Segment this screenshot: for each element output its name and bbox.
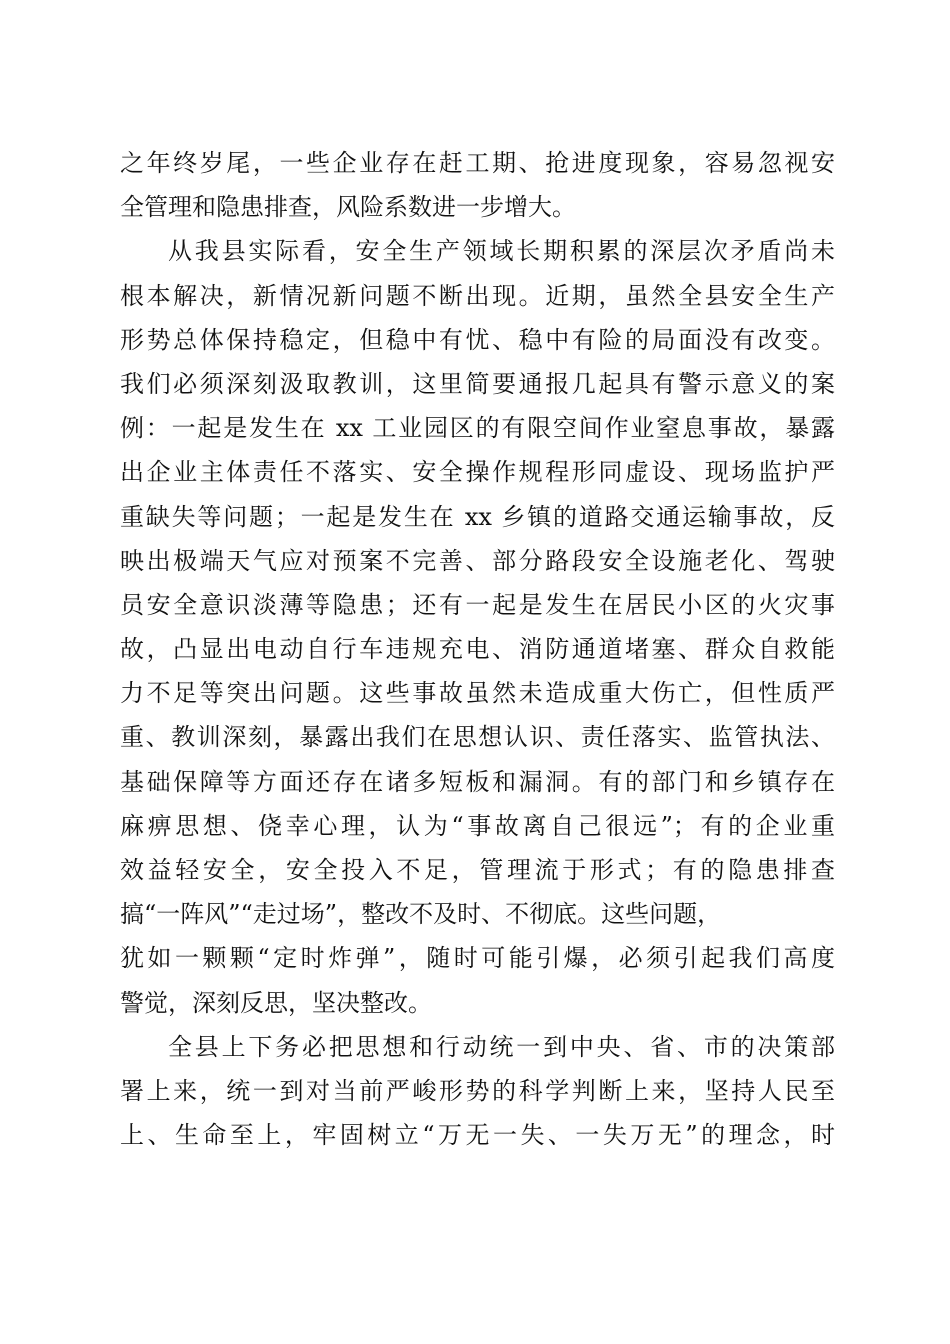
paragraph-line: 搞“一阵风”“走过场”，整改不及时、不彻底。这些问题， — [120, 900, 722, 929]
paragraph-line: 例：一起是发生在 xx 工业园区的有限空间作业窒息事故，暴露 — [120, 414, 835, 443]
paragraph-line: 员安全意识淡薄等隐患；还有一起是发生在居民小区的火灾事 — [120, 590, 835, 619]
paragraph-line: 效益轻安全，安全投入不足，管理流于形式；有的隐患排查 — [120, 856, 835, 884]
paragraph-2 — [120, 229, 835, 1024]
paragraph-line: 基础保障等方面还存在诸多短板和漏洞。有的部门和乡镇存在 — [120, 767, 835, 796]
paragraph-line: 全管理和隐患排查，风险系数进一步增大。 — [120, 193, 576, 222]
paragraph-line: 从我县实际看，安全生产领域长期积累的深层次矛盾尚未 — [168, 237, 835, 266]
paragraph-line: 我们必须深刻汲取教训，这里简要通报几起具有警示意义的案 — [120, 369, 835, 398]
paragraph-line: 之年终岁尾，一些企业存在赶工期、抢进度现象，容易忽视安 — [120, 149, 835, 177]
paragraph-1 — [120, 141, 835, 229]
paragraph-line: 上、生命至上，牢固树立“万无一失、一失万无”的理念，时 — [120, 1121, 835, 1150]
paragraph-line: 署上来，统一到对当前严峻形势的科学判断上来，坚持人民至 — [120, 1076, 835, 1105]
paragraph-line: 全县上下务必把思想和行动统一到中央、省、市的决策部 — [168, 1032, 835, 1061]
paragraph-line: 出企业主体责任不落实、安全操作规程形同虚设、现场监护严 — [120, 458, 835, 487]
paragraph-line: 重、教训深刻，暴露出我们在思想认识、责任落实、监管执法、 — [120, 723, 835, 752]
paragraph-line: 麻痹思想、侥幸心理，认为“事故离自己很远”；有的企业重 — [120, 811, 835, 840]
paragraph-line: 犹如一颗颗“定时炸弹”，随时可能引爆，必须引起我们高度 — [120, 944, 835, 973]
paragraph-line: 根本解决，新情况新问题不断出现。近期，虽然全县安全生产 — [120, 281, 835, 310]
paragraph-line: 故，凸显出电动自行车违规充电、消防通道堵塞、群众自救能 — [120, 635, 835, 664]
paragraph-line: 形势总体保持稳定，但稳中有忧、稳中有险的局面没有改变。 — [120, 325, 835, 354]
paragraph-line: 力不足等突出问题。这些事故虽然未造成重大伤亡，但性质严 — [120, 679, 835, 708]
paragraph-line: 警觉，深刻反思，坚决整改。 — [120, 988, 432, 1017]
paragraph-line: 重缺失等问题；一起是发生在 xx 乡镇的道路交通运输事故，反 — [120, 502, 835, 531]
paragraph-3 — [120, 1025, 835, 1158]
document-body — [120, 141, 835, 1157]
paragraph-line: 映出极端天气应对预案不完善、部分路段安全设施老化、驾驶 — [120, 546, 835, 575]
